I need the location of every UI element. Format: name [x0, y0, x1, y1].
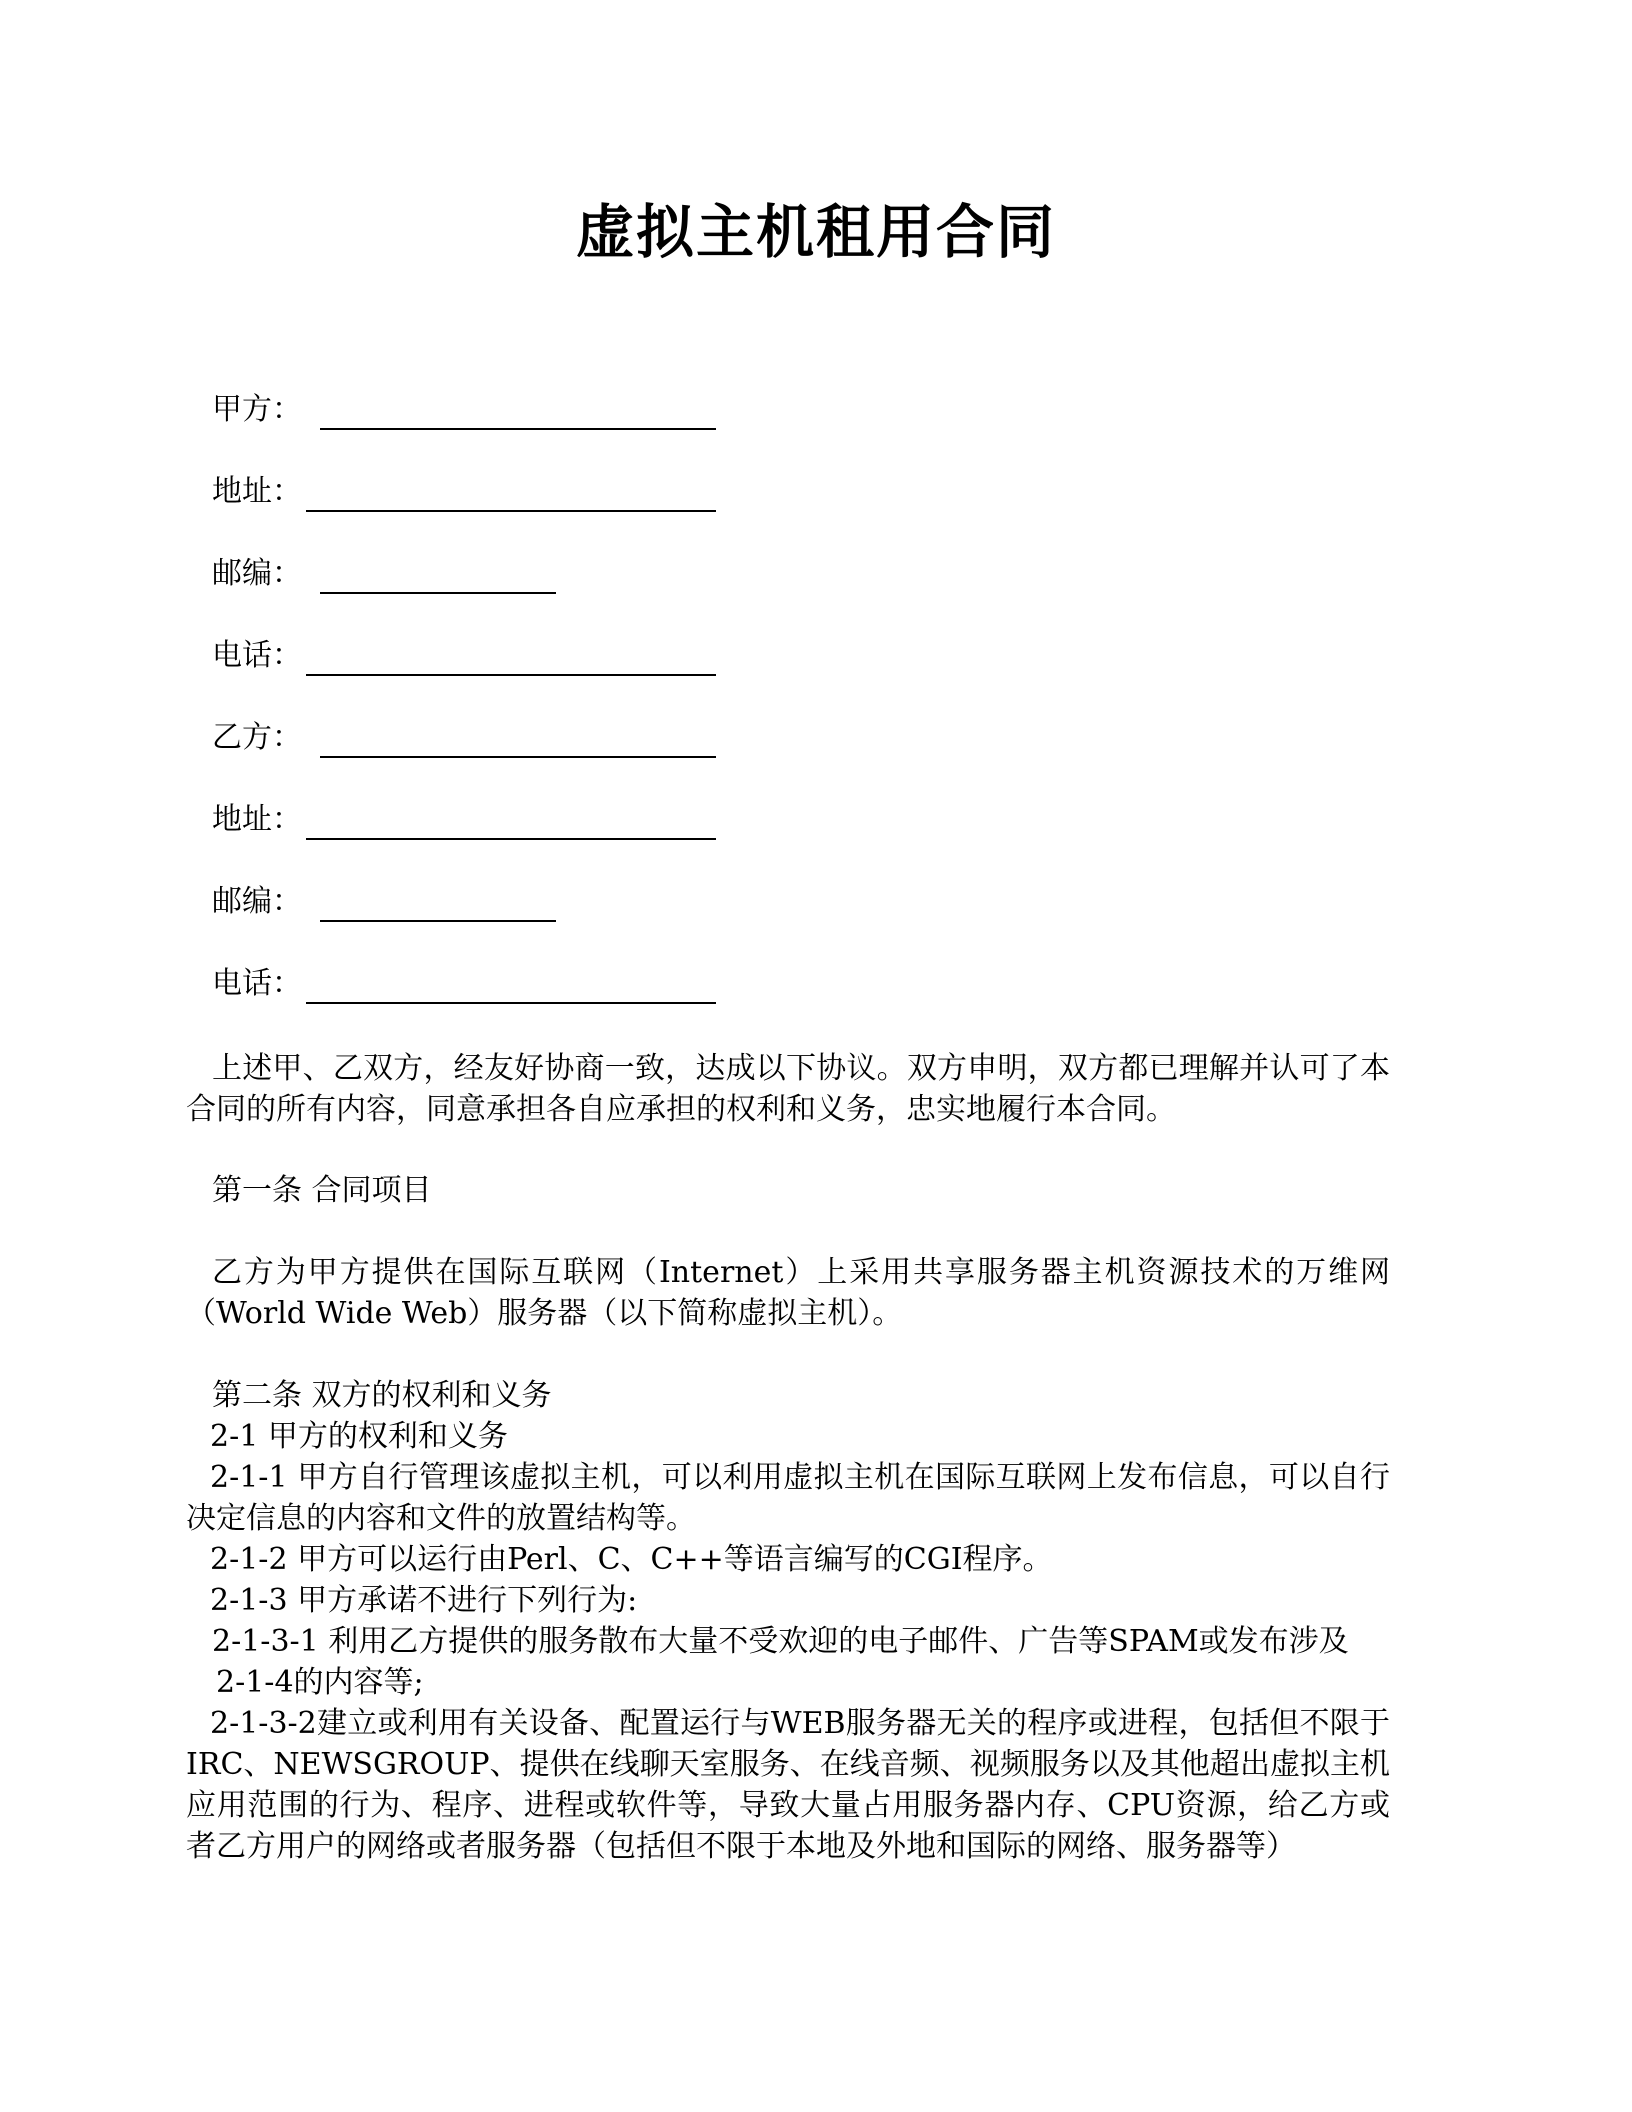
party-a-name-blank	[320, 428, 716, 430]
party-a-address-blank	[306, 510, 716, 512]
article-1-heading: 第一条 合同项目	[212, 1173, 432, 1208]
party-b-phone-blank	[306, 1002, 716, 1004]
clause-2-1-3: 2-1-3 甲方承诺不进行下列行为:	[210, 1583, 638, 1618]
document-title: 虚拟主机租用合同	[575, 198, 1056, 266]
clause-2-1-3-2: 2-1-3-2建立或利用有关设备、配置运行与WEB服务器无关的程序或进程，包括但不限于IRC、NEWSGROUP、提供在线聊天室服务、在线音频、视频服务以及其他超出虚拟主机应用范围的行为、程序、进程或软件等，导致大量占用服务器内存、CPU资源，给乙方或者乙方用户的网络或者服务器（包括但不限于本地及外地和国际的网络、服务器等）	[186, 1706, 1390, 1864]
party-b-name-blank	[320, 756, 716, 758]
clause-2-1-3-1-line-1: 2-1-3-1 利用乙方提供的服务散布大量不受欢迎的电子邮件、广告等SPAM或发布涉及	[212, 1624, 1349, 1659]
party-b-address-label: 地址：	[212, 802, 302, 837]
party-a-postcode-blank	[320, 592, 556, 594]
party-a-address-label: 地址：	[212, 474, 302, 509]
party-a-postcode-label: 邮编：	[212, 556, 302, 591]
clause-2-1-3-1-line-2: 2-1-4的内容等;	[216, 1665, 424, 1700]
clause-2-1: 2-1 甲方的权利和义务	[210, 1419, 508, 1454]
clause-2-1-1: 2-1-1 甲方自行管理该虚拟主机，可以利用虚拟主机在国际互联网上发布信息，可以自行决定信息的内容和文件的放置结构等。	[186, 1460, 1390, 1536]
article-2-heading: 第二条 双方的权利和义务	[212, 1378, 552, 1413]
party-b-postcode-label: 邮编：	[212, 884, 302, 919]
clause-2-1-2: 2-1-2 甲方可以运行由Perl、C、C++等语言编写的CGI程序。	[210, 1542, 1053, 1577]
intro-paragraph: 上述甲、乙双方，经友好协商一致，达成以下协议。双方申明，双方都已理解并认可了本合同的所有内容，同意承担各自应承担的权利和义务，忠实地履行本合同。	[186, 1051, 1390, 1127]
party-a-phone-blank	[306, 674, 716, 676]
party-a-name-label: 甲方：	[212, 392, 302, 427]
party-b-postcode-blank	[320, 920, 556, 922]
party-b-phone-label: 电话：	[212, 966, 302, 1001]
party-a-phone-label: 电话：	[212, 638, 302, 673]
party-b-address-blank	[306, 838, 716, 840]
article-1-body: 乙方为甲方提供在国际互联网（Internet）上采用共享服务器主机资源技术的万维网（World Wide Web）服务器（以下简称虚拟主机）。	[186, 1255, 1390, 1331]
party-b-name-label: 乙方：	[212, 720, 302, 755]
